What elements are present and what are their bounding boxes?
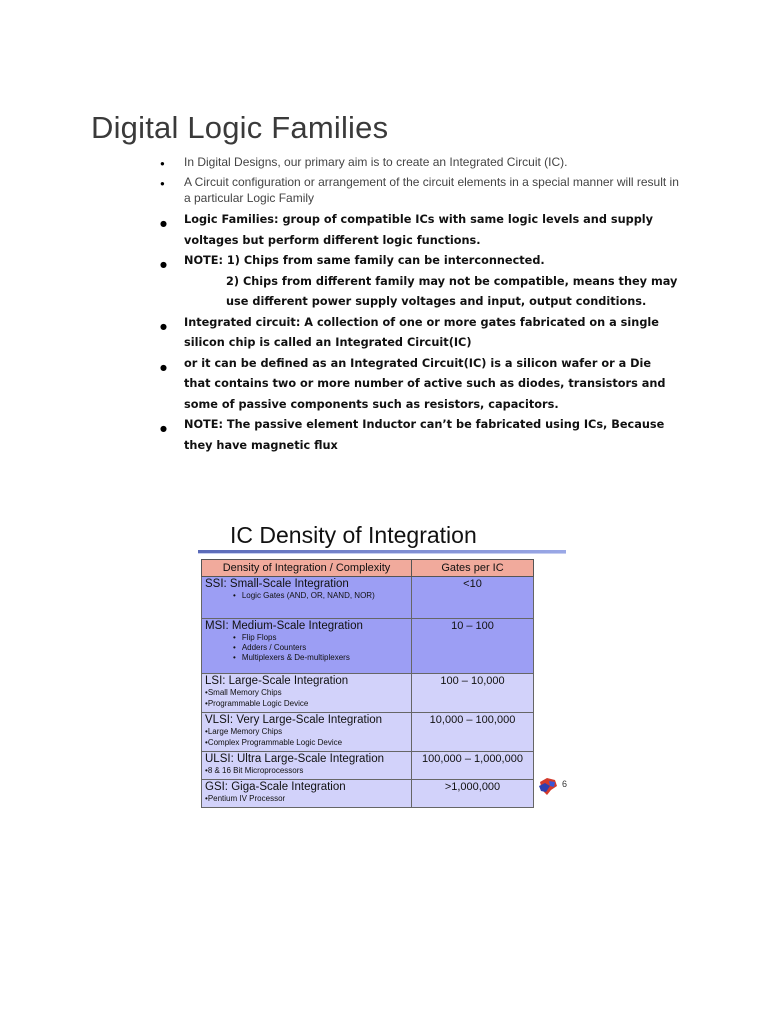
table-row bbox=[202, 577, 534, 619]
table-header-row bbox=[202, 560, 534, 577]
gates-cell: 100,000 – 1,000,000 bbox=[412, 752, 534, 780]
bullet-text: NOTE: The passive element Inductor can’t be fabricated using ICs, Because they have magnetic flux bbox=[184, 418, 665, 452]
example-item: • Large Memory Chips bbox=[205, 727, 408, 738]
table-row bbox=[202, 713, 534, 752]
level-cell bbox=[202, 619, 412, 674]
bullet-item bbox=[160, 154, 680, 170]
level-cell bbox=[202, 713, 412, 752]
gates-cell: <10 bbox=[412, 577, 534, 619]
level-name: LSI: Large-Scale Integration bbox=[205, 675, 349, 687]
level-name: ULSI: Ultra Large-Scale Integration bbox=[205, 753, 384, 765]
level-item: • Adders / Counters bbox=[233, 643, 408, 653]
slide-title: IC Density of Integration bbox=[230, 522, 477, 548]
gates-cell: 100 – 10,000 bbox=[412, 674, 534, 713]
note-line-2: 2) Chips from different family may not be compatible, means they may use different power supply voltages and input, output conditions. bbox=[226, 274, 678, 308]
table-row bbox=[202, 752, 534, 780]
level-cell bbox=[202, 674, 412, 713]
bullet-text: In Digital Designs, our primary aim is to create an Integrated Circuit (IC). bbox=[184, 155, 568, 169]
gates-cell: 10 – 100 bbox=[412, 619, 534, 674]
slide-page-number: 6 bbox=[562, 779, 568, 789]
page-title: Digital Logic Families bbox=[91, 110, 389, 145]
title-underline-shadow bbox=[198, 553, 566, 554]
example-item: • Programmable Logic Device bbox=[205, 699, 408, 710]
level-item: • Logic Gates (AND, OR, NAND, NOR) bbox=[233, 591, 408, 601]
table-row bbox=[202, 619, 534, 674]
level-cell bbox=[202, 577, 412, 619]
level-name: GSI: Giga-Scale Integration bbox=[205, 781, 346, 793]
level-name: SSI: Small-Scale Integration bbox=[205, 578, 349, 590]
bullet-item bbox=[160, 174, 680, 206]
bullet-text: or it can be defined as an Integrated Circuit(IC) is a silicon wafer or a Die that contains two or more number of active such as diodes, transistors and some of passive components such as resistors, capacitors. bbox=[184, 356, 666, 411]
gates-cell: >1,000,000 bbox=[412, 780, 534, 808]
level-name: VLSI: Very Large-Scale Integration bbox=[205, 714, 383, 726]
bullet-item bbox=[160, 354, 680, 416]
level-item: • Multiplexers & De-multiplexers bbox=[233, 653, 408, 663]
level-name: MSI: Medium-Scale Integration bbox=[205, 620, 363, 632]
bullet-item bbox=[160, 210, 680, 251]
slide-logo-icon bbox=[537, 776, 559, 796]
bullet-item bbox=[160, 313, 680, 354]
bullet-text: Logic Families: group of compatible ICs with same logic levels and supply voltages but perform different logic functions. bbox=[184, 213, 654, 247]
level-items bbox=[205, 633, 408, 663]
bullet-item bbox=[160, 415, 680, 456]
example-item: • Complex Programmable Logic Device bbox=[205, 738, 408, 749]
table-row bbox=[202, 674, 534, 713]
bullet-item bbox=[160, 251, 680, 313]
column-header-gates: Gates per IC bbox=[412, 560, 534, 577]
column-header-density: Density of Integration / Complexity bbox=[202, 560, 412, 577]
example-item: • Pentium IV Processor bbox=[205, 794, 408, 805]
gates-cell: 10,000 – 100,000 bbox=[412, 713, 534, 752]
note-line-1: NOTE: 1) Chips from same family can be interconnected. bbox=[184, 254, 545, 267]
table-row bbox=[202, 780, 534, 808]
example-item: • Small Memory Chips bbox=[205, 688, 408, 699]
ic-density-slide bbox=[198, 518, 578, 802]
level-cell bbox=[202, 780, 412, 808]
bullet-text: Integrated circuit: A collection of one or more gates fabricated on a single silicon chip is called an Integrated Circuit(IC) bbox=[184, 315, 659, 349]
level-items bbox=[205, 591, 408, 601]
level-cell bbox=[202, 752, 412, 780]
ic-density-table bbox=[201, 559, 534, 808]
bullet-list bbox=[160, 154, 680, 456]
example-item: • 8 & 16 Bit Microprocessors bbox=[205, 766, 408, 777]
bullet-text: A Circuit configuration or arrangement of the circuit elements in a special manner will result in a particular Logic Family bbox=[184, 175, 679, 205]
level-item: • Flip Flops bbox=[233, 633, 408, 643]
